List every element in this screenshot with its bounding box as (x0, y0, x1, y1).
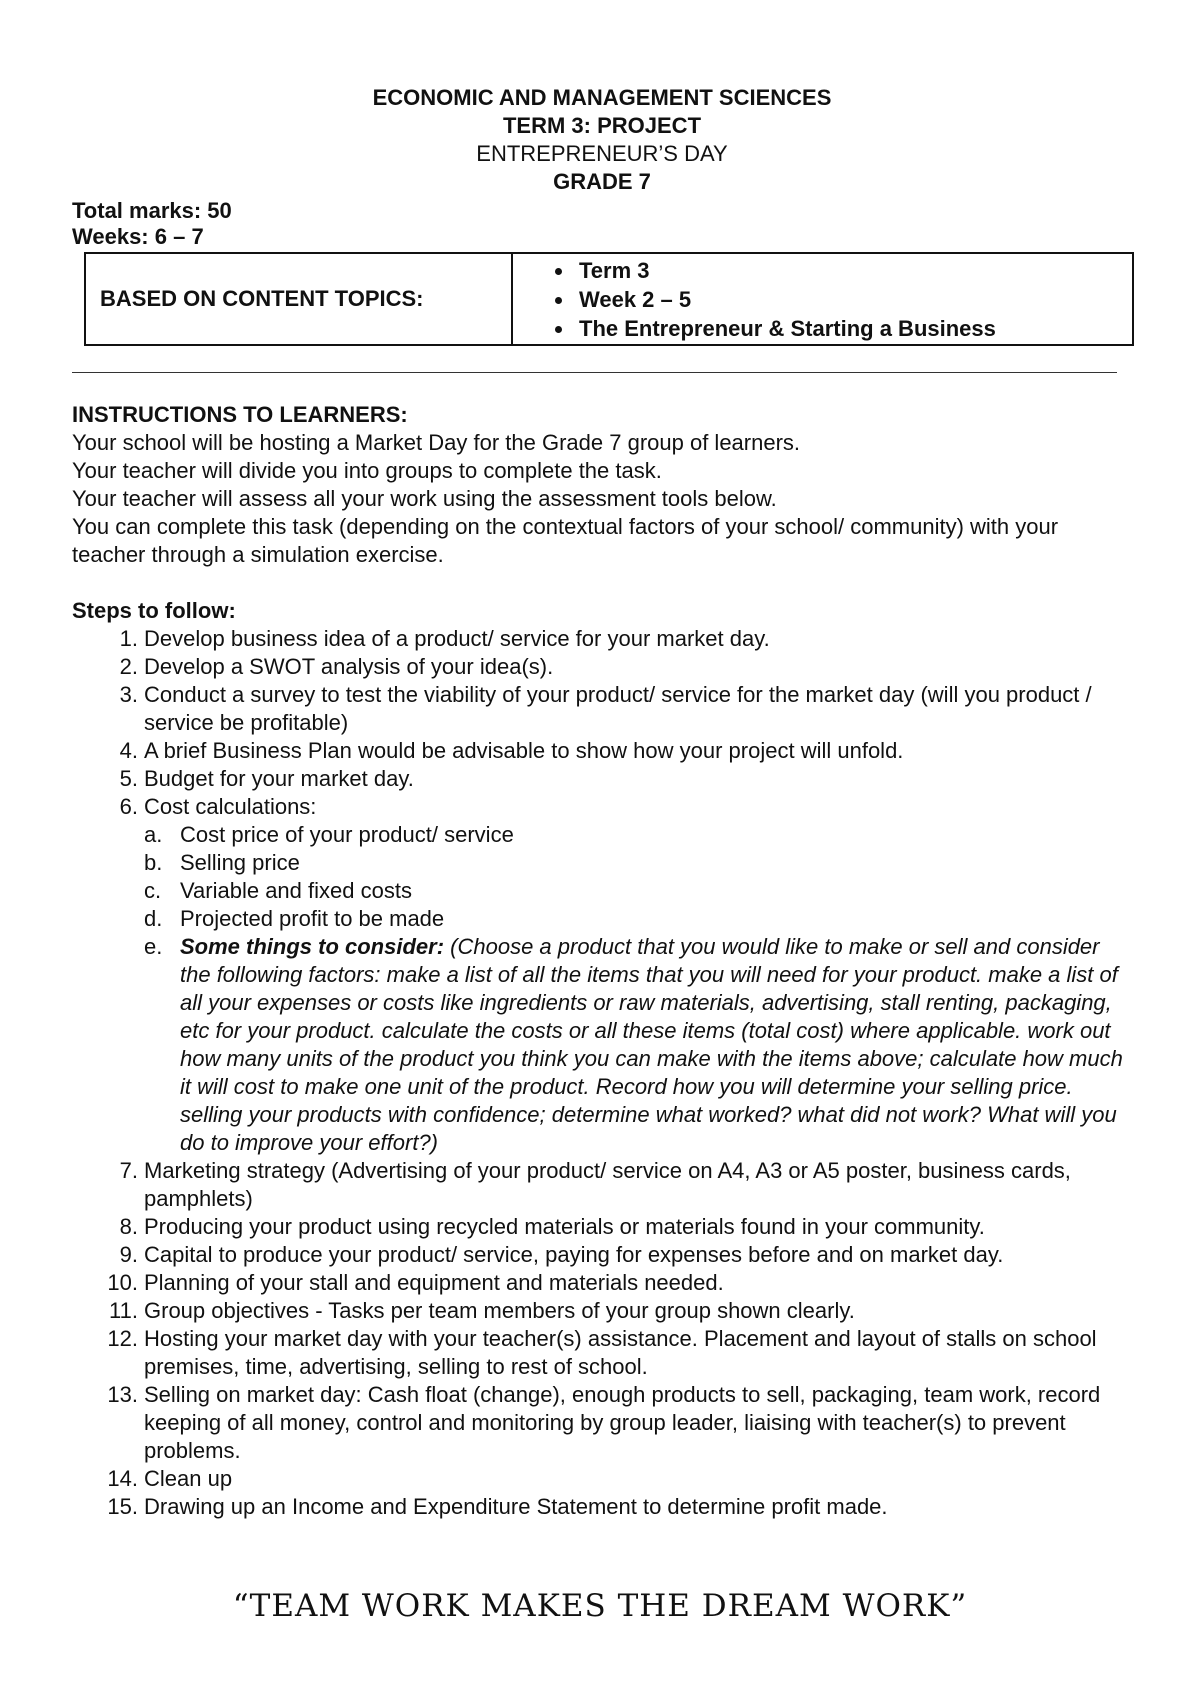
step-text: Planning of your stall and equipment and materials needed. (144, 1270, 724, 1295)
step-item (72, 1157, 1132, 1213)
step-text: Cost calculations: (144, 794, 317, 819)
step-number: 15. (107, 1494, 138, 1519)
step-number: 9. (119, 1242, 138, 1267)
sub-text: Cost price of your product/ service (180, 822, 514, 847)
subject-title: ECONOMIC AND MANAGEMENT SCIENCES (372, 85, 832, 110)
step-number: 12. (107, 1326, 138, 1351)
sub-letter: e. (144, 934, 163, 959)
document-page (72, 84, 1132, 1521)
step-item (72, 1269, 1132, 1297)
term-title: TERM 3: PROJECT (502, 113, 702, 138)
step-number: 8. (119, 1214, 138, 1239)
motto: “TEAM WORK MAKES THE DREAM WORK” (232, 1588, 968, 1624)
sub-letter: d. (144, 906, 163, 931)
step-text: Clean up (144, 1466, 233, 1491)
instruction-line: Your teacher will divide you into groups to complete the task. (72, 458, 662, 483)
weeks: Weeks: 6 – 7 (72, 224, 204, 249)
step-text: Drawing up an Income and Expenditure Statement to determine profit made. (144, 1494, 888, 1519)
consider-text: (Choose a product that you would like to make or sell and consider the following factors: make a list of all the items that you will need for your product. make a list of all your expenses or costs like ingredients or raw materials, advertising, stall renting, packaging, etc for your product. calculate the costs or all these items (total cost) where applicable. work out how many units of the product you think you can make with the items above; calculate how much it will cost to make one unit of the product. Record how you will determine your selling price. selling your products with confidence; determine what worked? what did not work? What will you do to improve your effort?) (180, 934, 1123, 1155)
step-item (72, 625, 1132, 653)
sub-letter: a. (144, 822, 163, 847)
consider-label: Some things to consider: (180, 934, 445, 959)
step-item (72, 653, 1132, 681)
step-item (72, 1493, 1132, 1521)
sub-item-consider (144, 933, 1132, 1157)
step-number: 6. (119, 794, 138, 819)
total-marks: Total marks: 50 (72, 198, 232, 223)
instructions-heading: INSTRUCTIONS TO LEARNERS: (72, 402, 408, 427)
step-item (72, 1241, 1132, 1269)
sub-text: Variable and fixed costs (180, 878, 412, 903)
steps-heading: Steps to follow: (72, 598, 236, 623)
step-number: 2. (119, 654, 138, 679)
sub-letter: c. (144, 878, 162, 903)
sub-letter: b. (144, 850, 163, 875)
content-topics-list (547, 256, 1132, 343)
step-item (72, 681, 1132, 737)
sub-item (144, 877, 1132, 905)
step-text: Selling on market day: Cash float (change), enough products to sell, packaging, team work, record keeping of all money, control and monitoring by group leader, liaising with teacher(s) to prevent problems. (144, 1382, 1101, 1463)
step-text: A brief Business Plan would be advisable to show how your project will unfold. (144, 738, 904, 763)
step-number: 14. (107, 1466, 138, 1491)
task-meta (72, 198, 1132, 250)
sub-item (144, 821, 1132, 849)
document-header (72, 84, 1132, 196)
project-title: ENTREPRENEUR’S DAY (476, 141, 728, 166)
sub-text: Selling price (180, 850, 300, 875)
instruction-line: You can complete this task (depending on the contextual factors of your school/ community) with your teacher through a simulation exercise. (72, 514, 1059, 567)
instructions-body (72, 429, 1132, 569)
step-number: 13. (107, 1382, 138, 1407)
step-number: 10. (107, 1270, 138, 1295)
sub-item (144, 905, 1132, 933)
step-text: Develop a SWOT analysis of your idea(s). (144, 654, 554, 679)
step-number: 3. (119, 682, 138, 707)
topic-item: • Term 3 (575, 256, 1132, 285)
cost-calculations-sublist (144, 821, 1132, 1157)
step-text: Hosting your market day with your teacher(s) assistance. Placement and layout of stalls on school premises, time, advertising, selling to rest of school. (144, 1326, 1097, 1379)
divider-line (72, 372, 1117, 373)
sub-text: Projected profit to be made (180, 906, 445, 931)
content-topics-label: BASED ON CONTENT TOPICS: (85, 253, 512, 345)
step-number: 1. (119, 626, 138, 651)
step-item (72, 765, 1132, 793)
step-text: Producing your product using recycled materials or materials found in your community. (144, 1214, 985, 1239)
grade-title: GRADE 7 (553, 169, 651, 194)
content-topics-list-cell (512, 253, 1133, 345)
step-item (72, 1465, 1132, 1493)
content-topics-table (84, 252, 1134, 346)
step-item (72, 1325, 1132, 1381)
step-text: Conduct a survey to test the viability of your product/ service for the market day (will you product / service be profitable) (144, 682, 1092, 735)
topic-item: • Week 2 – 5 (575, 285, 1132, 314)
step-text: Develop business idea of a product/ service for your market day. (144, 626, 770, 651)
step-item (72, 793, 1132, 1157)
step-item (72, 1213, 1132, 1241)
step-item (72, 1297, 1132, 1325)
instruction-line: Your school will be hosting a Market Day for the Grade 7 group of learners. (72, 430, 801, 455)
step-number: 5. (119, 766, 138, 791)
step-text: Capital to produce your product/ service, paying for expenses before and on market day. (144, 1242, 1004, 1267)
step-text: Budget for your market day. (144, 766, 414, 791)
step-number: 4. (119, 738, 138, 763)
topic-item: • The Entrepreneur & Starting a Business (575, 314, 1132, 343)
step-item (72, 1381, 1132, 1465)
step-text: Group objectives - Tasks per team members of your group shown clearly. (144, 1298, 855, 1323)
instruction-line: Your teacher will assess all your work using the assessment tools below. (72, 486, 777, 511)
step-number: 11. (109, 1298, 138, 1323)
step-item (72, 737, 1132, 765)
step-text: Marketing strategy (Advertising of your product/ service on A4, A3 or A5 poster, business cards, pamphlets) (144, 1158, 1071, 1211)
step-number: 7. (119, 1158, 138, 1183)
steps-list (72, 625, 1132, 1521)
sub-item (144, 849, 1132, 877)
